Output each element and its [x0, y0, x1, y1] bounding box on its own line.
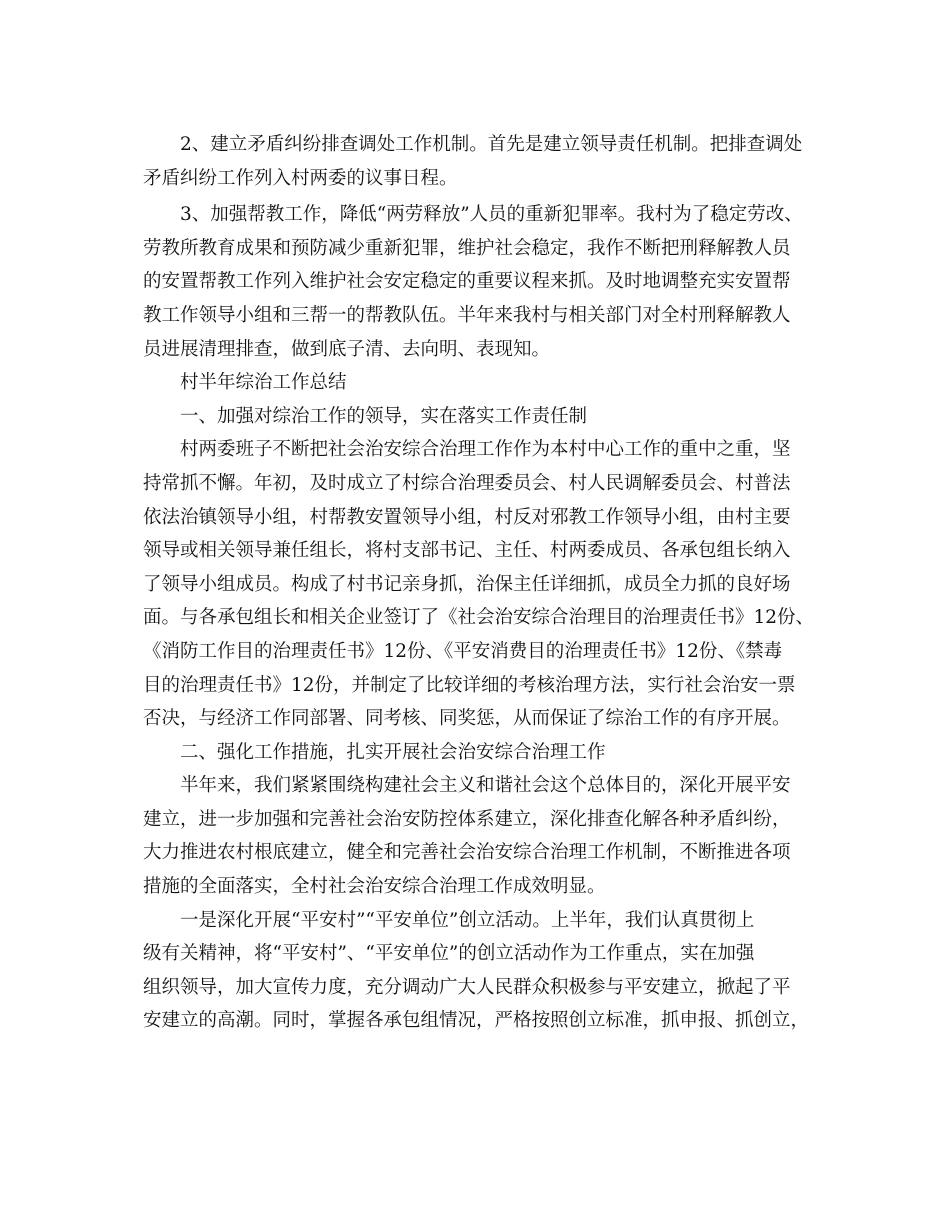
- paragraph-line: 劳教所教育成果和预防减少重新犯罪，维护社会稳定，我作不断把刑释解教人员: [143, 237, 791, 259]
- paragraph-line: 建立，进一步加强和完善社会治安防控体系建立，深化排查化解各种矛盾纠纷，: [143, 808, 791, 830]
- paragraph-line: 2、建立矛盾纠纷排查调处工作机制。首先是建立领导责任机制。把排查调处: [180, 134, 803, 155]
- paragraph-line: 持常抓不懈。年初，及时成立了村综合治理委员会、村人民调解委员会、村普法: [143, 472, 791, 494]
- paragraph-line: 面。与各承包组长和相关企业签订了《社会治安综合治理目的治理责任书》12份、: [143, 607, 815, 629]
- paragraph-line: 领导或相关领导兼任组长，将村支部书记、主任、村两委成员、各承包组长纳入: [143, 540, 791, 562]
- paragraph-line: 了领导小组成员。构成了村书记亲身抓，治保主任详细抓，成员全力抓的良好场: [143, 573, 791, 595]
- paragraph-line: 大力推进农村根底建立，健全和完善社会治安综合治理工作机制，不断推进各项: [143, 842, 791, 864]
- paragraph-line: 级有关精神，将“平安村”、“平安单位”的创立活动作为工作重点，实在加强: [143, 943, 755, 965]
- section-heading: 二、强化工作措施，扎实开展社会治安综合治理工作: [180, 741, 606, 763]
- paragraph-line: 半年来，我们紧紧围绕构建社会主义和谐社会这个总体目的，深化开展平安: [180, 775, 791, 797]
- paragraph-line: 目的治理责任书》12份，并制定了比较详细的考核治理方法，实行社会治安一票: [143, 674, 796, 696]
- paragraph-line: 组织领导，加大宣传力度，充分调动广大人民群众积极参与平安建立，掀起了平: [143, 976, 791, 998]
- paragraph-line: 措施的全面落实，全村社会治安综合治理工作成效明显。: [143, 876, 606, 898]
- paragraph-line: 的安置帮教工作列入维护社会安定稳定的重要议程来抓。及时地调整充实安置帮: [143, 271, 791, 293]
- paragraph-line: 否决，与经济工作同部署、同考核、同奖惩，从而保证了综治工作的有序开展。: [143, 708, 791, 730]
- section-heading: 一、加强对综治工作的领导，实在落实工作责任制: [180, 405, 588, 427]
- paragraph-line: 《消防工作目的治理责任书》12份、《平安消费目的治理责任书》12份、《禁毒: [143, 640, 783, 662]
- paragraph-line: 教工作领导小组和三帮一的帮教队伍。半年来我村与相关部门对全村刑释解教人: [143, 304, 791, 326]
- paragraph-line: 矛盾纠纷工作列入村两委的议事日程。: [143, 167, 458, 189]
- paragraph-line: 村两委班子不断把社会治安综合治理工作作为本村中心工作的重中之重，坚: [180, 439, 791, 461]
- paragraph-line: 依法治镇领导小组，村帮教安置领导小组，村反对邪教工作领导小组，由村主要: [143, 506, 791, 528]
- paragraph-line: 3、加强帮教工作，降低“两劳释放”人员的重新犯罪率。我村为了稳定劳改、: [180, 204, 803, 226]
- paragraph-line: 安建立的高潮。同时，掌握各承包组情况，严格按照创立标准，抓申报、抓创立，: [143, 1010, 810, 1032]
- section-title: 村半年综治工作总结: [180, 372, 347, 394]
- paragraph-line: 一是深化开展“平安村”“平安单位”创立活动。上半年，我们认真贯彻上: [180, 909, 755, 931]
- paragraph-line: 员进展清理排查，做到底子清、去向明、表现知。: [143, 338, 551, 360]
- document-body: [143, 128, 815, 1038]
